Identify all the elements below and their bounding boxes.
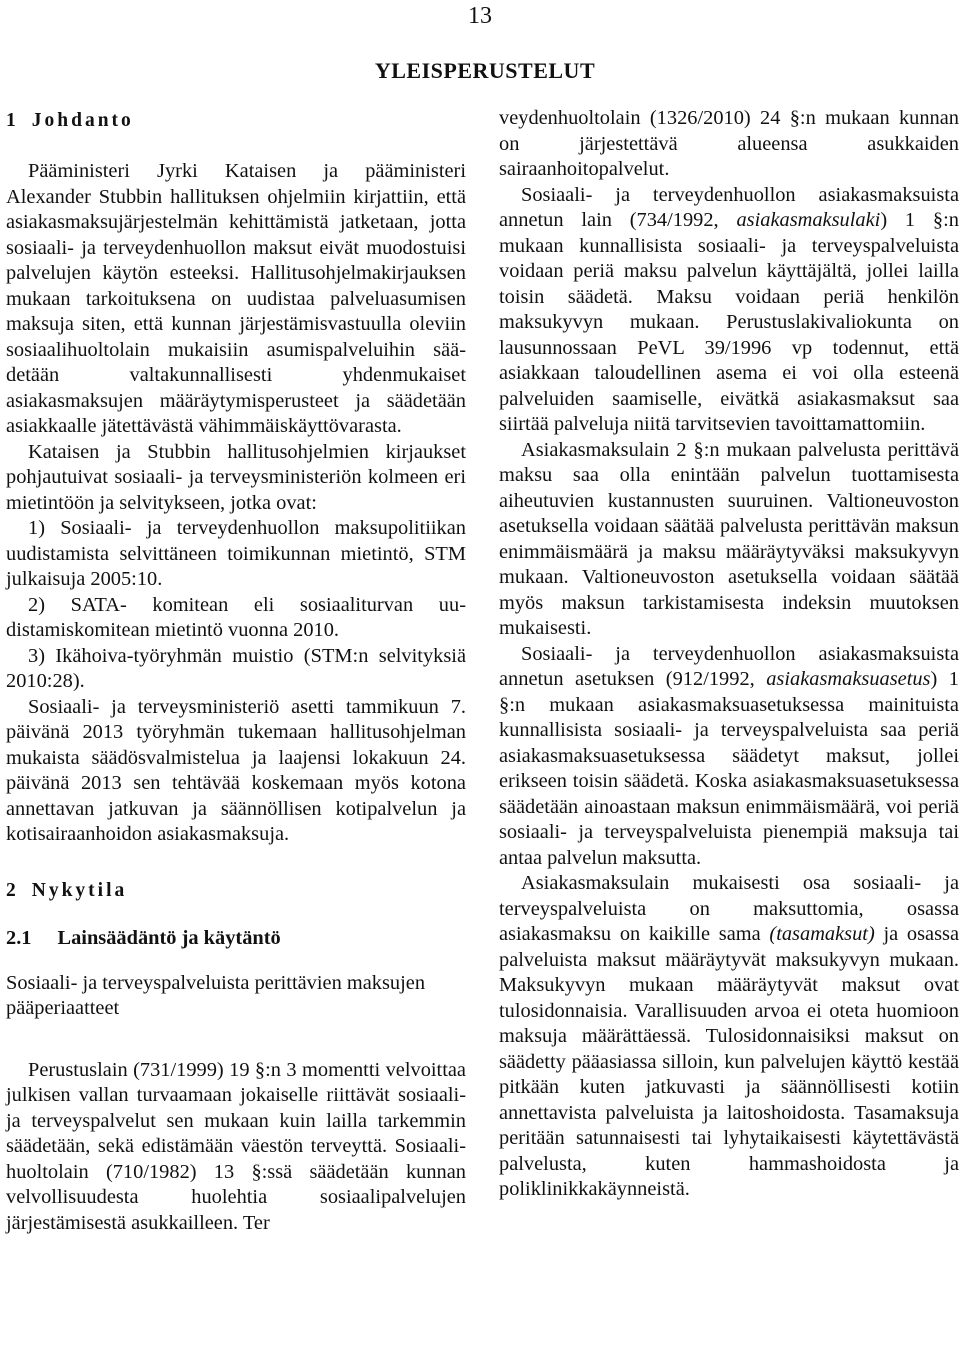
italic-term: (tasamaksut) xyxy=(769,923,875,945)
page-number: 13 xyxy=(468,3,492,29)
right-column xyxy=(499,106,959,1203)
section-heading-nykytila xyxy=(6,878,466,903)
list-item: 1) Sosiaali- ja terveydenhuollon maksupolitiikan uudistamista selvittäneen toimikunnan mietintö, STM julkaisuja 2005:10. xyxy=(6,517,466,590)
text-run: ) 1 §:n mukaan kunnallisista sosiaali- ja terveyspalveluista voidaan periä maksu palvelun käyttäjältä, jollei lailla toisin säädetä. Maksu voidaan periä henkilön maksukyvyn mukaan. Perustuslakivaliokunta on lausunnossaan PeVL 39/1996 vp todennut, että asiakkaan taloudellinen asema ei voi olla esteenä palveluiden saamiselle, eivätkä asiakasmaksut saa siirtää palveluja niitä tarvitsevien tavoittamattomiin. xyxy=(499,209,959,435)
list-item: 3) Ikähoiva-työryhmän muistio (STM:n selvityksiä 2010:28). xyxy=(6,644,466,692)
text-run: ja osassa palveluista maksut määräytyvät maksukyvyn mukaan. Maksukyvyn mukaan määräytyvät maksut ovat tulosidonnaisia. Varallisuuden arvoa ei oteta huomioon maksuja määrättäessä. Tulosidonnaisiksi maksut on säädetty pääasiassa silloin, kun palvelujen käyttö kestää pitkään kuten jatkuvasti ja säännöllisesti kotiin annettavista palveluista ja laitoshoidosta. Tasamaksuja peritään satunnaisesti tai lyhytaikaisesti käytettävästä palvelusta, kuten hammashoidosta ja poliklinikkakäynneistä. xyxy=(499,923,959,1200)
paragraph xyxy=(499,183,959,438)
subsection-heading xyxy=(6,925,466,951)
italic-term: asiakasmaksuasetus xyxy=(766,668,931,690)
section-number: 1 xyxy=(6,110,16,131)
paragraph: Sosiaali- ja terveysministeriö asetti tammikuun 7. päivänä 2013 työryhmän tukemaan hallitusohjelman mukaista säädösvalmistelua ja laajensi lokakuun 24. päivänä 2013 sen tehtävää koskemaan myös kotona annettavan jatkuvan ja säännöllisen kotipalvelun ja kotisairaanhoidon asiakasmaksuja. xyxy=(6,695,466,845)
paragraph: Perustuslain (731/1999) 19 §:n 3 momentti velvoittaa julkisen vallan turvaamaan jokaiselle riittävät sosiaali- ja terveyspalvelut sen mukaan kuin lailla tarkemmin säädetään, sekä edistämään väestön terveyttä. Sosiaalihuoltolain (710/1982) 13 §:ssä säädetään kunnan velvollisuudesta huolehtia sosiaalipalvelujen järjestämisestä asukkailleen. Ter xyxy=(6,1058,466,1234)
section-heading-johdanto xyxy=(6,108,466,133)
paragraph-subtitle: Sosiaali- ja terveyspalveluista perittävien maksujen pääperiaatteet xyxy=(6,971,426,1019)
paragraph: Kataisen ja Stubbin hallitusohjelmien kirjaukset pohjautuivat sosiaali- ja terveysministeriön kolmeen eri mietintöön ja selvitykseen, jotka ovat: xyxy=(6,440,466,514)
paragraph: Asiakasmaksulain 2 §:n mukaan palvelusta perittävä maksu saa olla enintään palvelun tuottamisesta aiheutuvien kustannusten suuruinen. Valtioneuvoston asetuksella voidaan säätää palvelusta perittävän maksun enimmäismäärä ja maksu määräytyväksi maksukyvyn mukaan. Valtioneuvoston asetuksella voidaan säätää myös maksun tarkistamisesta indeksin muutoksen mukaisesti. xyxy=(499,438,959,639)
subsection-title: Lainsäädäntö ja käytäntö xyxy=(57,926,281,949)
italic-term: asiakasmaksulaki xyxy=(736,209,881,231)
text-run: Sosiaali- ja terveydenhuollon asiakasmaksuista annetun lain (734/1992, xyxy=(499,183,959,231)
section-title: Nykytila xyxy=(31,879,128,901)
section-number: 2 xyxy=(6,879,16,901)
paragraph: Pääministeri Jyrki Kataisen ja pääministeri Alexander Stubbin hallituksen ohjelmiin kirjattiin, että asiakasmaksujärjestelmän kehittämistä jatketaan, jotta sosiaali- ja terveydenhuollon maksut eivät muodostuisi palvelujen käytön esteeksi. Hallitusohjelmakirjauksen mukaan tarkoituksena on uudistaa palveluasumisen maksuja siten, että kunnan järjestämisvastuulla oleviin sosiaalihuoltolain mukaisiin asumispalveluihin säädetään valtakunnallisesti yhdenmukaiset asiakasmaksujen määräytymisperusteet ja säädetään asiakkaalle jätettävästä vähimmäiskäyttövarasta. xyxy=(6,160,466,437)
text-run: Asiakasmaksulain mukaisesti osa sosiaali- ja terveyspalveluista on maksuttomia, osassa asiakasmaksu on kaikille sama xyxy=(499,872,959,945)
running-head: YLEISPERUSTELUT xyxy=(374,58,596,83)
section-title: Johdanto xyxy=(31,110,134,131)
paragraph xyxy=(499,871,959,1203)
left-column xyxy=(6,106,466,1236)
paragraph: veydenhuoltolain (1326/2010) 24 §:n mukaan kunnan on järjestettävä alueensa asukkaiden sairaanhoitopalvelut. xyxy=(499,107,959,180)
subsection-number: 2.1 xyxy=(6,926,32,949)
paragraph xyxy=(499,642,959,872)
text-run: Sosiaali- ja terveydenhuollon asiakasmaksuista annetun asetuksen (912/1992, xyxy=(499,642,959,690)
text-run: ) 1 §:n mukaan asiakasmaksuasetuksessa mainituista kunnallisista sosiaali- ja terveyspalveluista saa periä asiakasmaksuasetuksessa säädetyt maksut, jollei erikseen toisin säädetä. Koska asiakasmaksuasetuksessa säädetään ainoastaan maksun enimmäismäärä, voi periä sosiaali- ja terveyspalveluista pienempiä maksuja tai antaa palvelun maksutta. xyxy=(499,668,959,869)
list-item: 2) SATA- komitean eli sosiaaliturvan uudistamiskomitean mietintö vuonna 2010. xyxy=(6,593,466,641)
